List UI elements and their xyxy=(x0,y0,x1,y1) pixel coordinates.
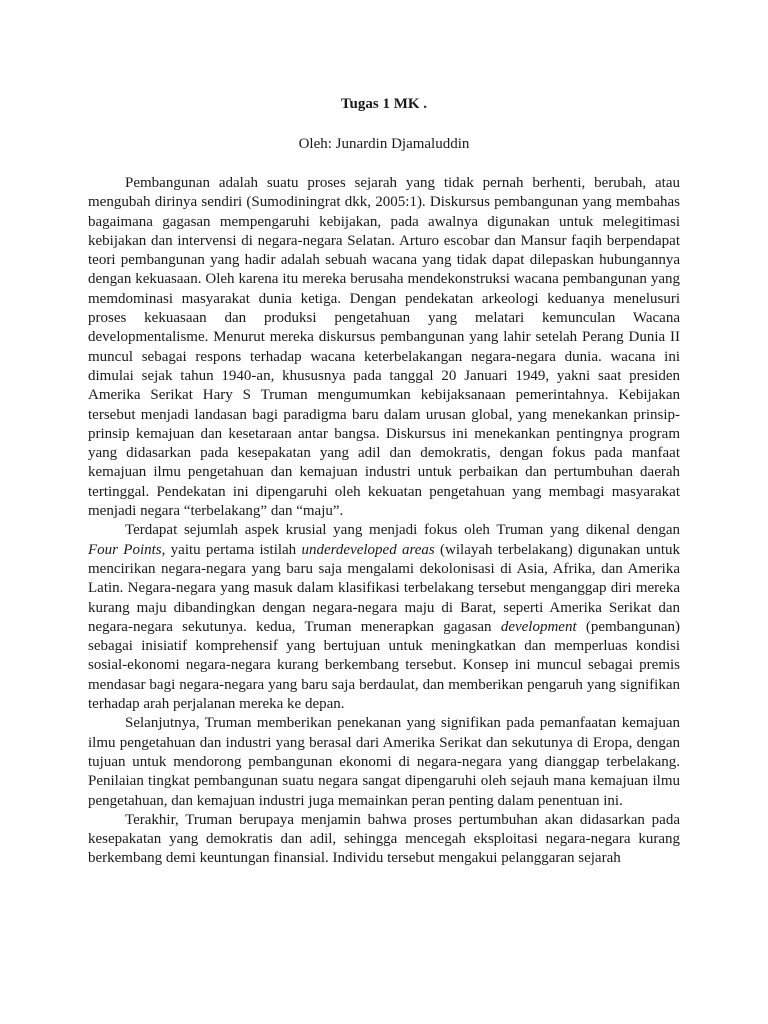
text-run: (pembangunan) sebagai inisiatif komprehensif yang bertujuan untuk meningkatkan dan memperluas kondisi sosial-ekonomi negara-negara kurang berkembang tersebut. Konsep ini muncul sebagai premis mendasar bagi negara-negara yang baru saja berdaulat, dan memberikan pengaruh yang signifikan terhadap arah perjalanan mereka ke depan. xyxy=(88,618,680,713)
text-run: Selanjutnya, Truman memberikan penekanan yang signifikan pada pemanfaatan kemajuan ilmu pengetahuan dan industri yang berasal dari Amerika Serikat dan sekutunya di Eropa, dengan tujuan untuk mendorong pembangunan ekonomi di negara-negara yang dianggap terbelakang. Penilaian tingkat pembangunan suatu negara sangat dipengaruhi oleh sejauh mana kemajuan ilmu pengetahuan, dan kemajuan industri juga memainkan peran penting dalam penentuan ini. xyxy=(88,715,680,809)
italic-term: underdeveloped areas xyxy=(301,541,435,558)
paragraph xyxy=(88,521,680,714)
italic-term: Four Points xyxy=(88,541,162,558)
text-run: , yaitu pertama istilah xyxy=(161,541,302,558)
paragraph xyxy=(88,811,680,869)
document-author: Oleh: Junardin Djamaluddin xyxy=(298,136,470,152)
paragraph xyxy=(88,714,680,810)
text-run: (wilayah terbelakang) digunakan untuk mencirikan negara-negara yang baru saja mengalami dekolonisasi di Asia, Afrika, dan Amerika Latin. Negara-negara yang masuk dalam klasifikasi terbelakang tersebut menganggap diri mereka kurang maju dibandingkan dengan negara-negara maju di Barat, seperti Amerika Serikat dan negara-negara sekutunya. kedua, Truman menerapkan gagasan xyxy=(88,541,680,635)
document-body xyxy=(88,174,680,869)
text-run: Terdapat sejumlah aspek krusial yang menjadi fokus oleh Truman yang dikenal dengan xyxy=(125,522,680,539)
document-title: Tugas 1 MK . xyxy=(340,96,428,112)
text-run: Pembangunan adalah suatu proses sejarah yang tidak pernah berhenti, berubah, atau mengubah dirinya sendiri (Sumodiningrat dkk, 2005:1). Diskursus pembangunan yang membahas bagaimana gagasan mempengaruhi kebijakan, pada awalnya digunakan untuk melegitimasi kebijakan dan intervensi di negara-negara Selatan. Arturo escobar dan Mansur faqih berpendapat teori pembangunan yang hadir adalah sebuah wacana yang tidak dapat dilepaskan hubungannya dengan kekuasaan. Oleh karena itu mereka berusaha mendekonstruksi wacana pembangunan yang memdominasi masyarakat dunia ketiga. Dengan pendekatan arkeologi keduanya menelusuri proses kekuasaan dan produksi pengetahuan yang melatari kemunculan Wacana developmentalisme. Menurut mereka diskursus pembangunan yang lahir setelah Perang Dunia II muncul sebagai respons terhadap wacana keterbelakangan negara-negara dunia. wacana ini dimulai sejak tahun 1940-an, khususnya pada tanggal 20 Januari 1949, yakni saat presiden Amerika Serikat Hary S Truman mengumumkan kebijaksanaan pemerintahnya. Kebijakan tersebut menjadi landasan bagi paradigma baru dalam urusan global, yang menekankan prinsip-prinsip kemajuan dan kesetaraan antar bangsa. Diskursus ini menekankan pentingnya program yang didasarkan pada kesepakatan yang adil dan demokratis, dengan fokus pada manfaat kemajuan ilmu pengetahuan dan kemajuan industri untuk perbaikan dan pertumbuhan daerah tertinggal. Pendekatan ini dipengaruhi oleh kekuatan pengetahuan yang membagi masyarakat menjadi negara “terbelakang” dan “maju”. xyxy=(88,175,680,520)
paragraph xyxy=(88,174,680,521)
text-run: Terakhir, Truman berupaya menjamin bahwa proses pertumbuhan akan didasarkan pada kesepakatan yang demokratis dan adil, sehingga mencegah eksploitasi negara-negara kurang berkembang demi keuntungan finansial. Individu tersebut mengakui pelanggaran sejarah xyxy=(88,811,680,867)
italic-term: development xyxy=(500,618,577,635)
